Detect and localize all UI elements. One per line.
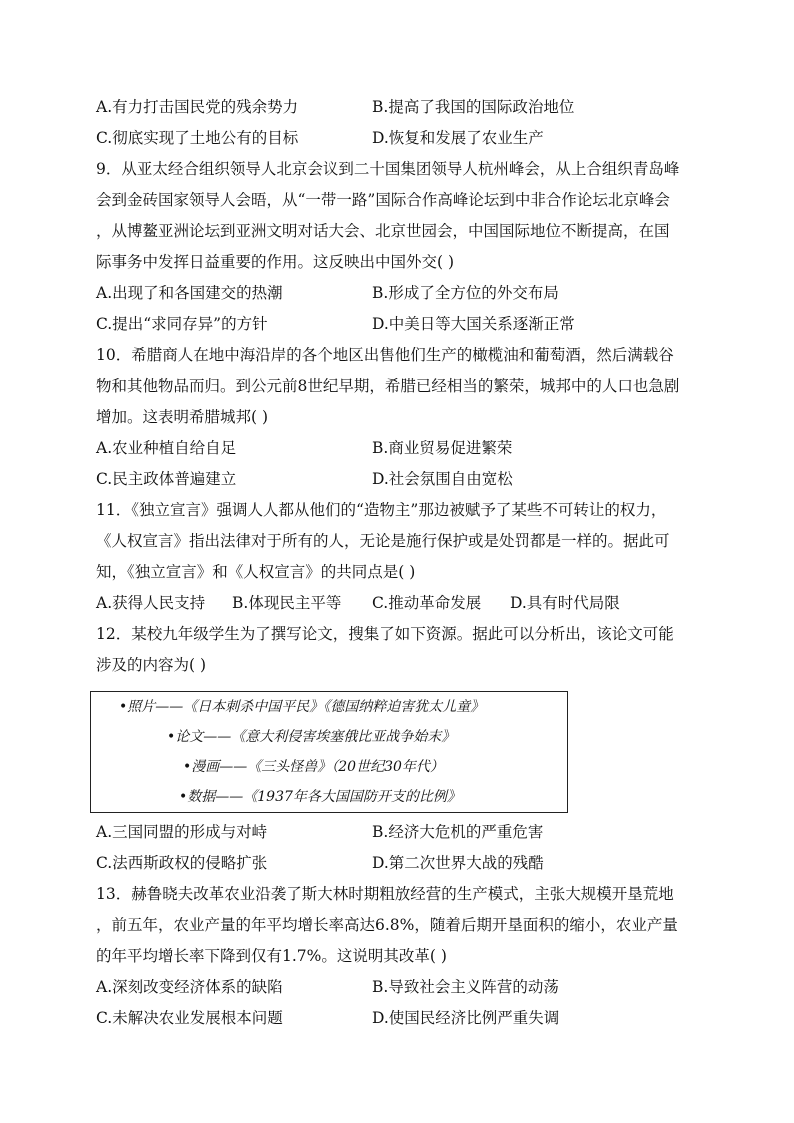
- q9-option-c: C.提出“求同存异”的方针: [96, 315, 268, 333]
- q13-stem-line: ，前五年，农业产量的年平均增长率高达6.8%，随着后期开垦面积的缩小，农业产量: [96, 916, 678, 934]
- question-12: [96, 619, 706, 879]
- q10-stem-line: 10．希腊商人在地中海沿岸的各个地区出售他们生产的橄榄油和葡萄酒，然后满载谷: [96, 346, 674, 364]
- q12-options-row-1: [96, 817, 706, 848]
- q12-option-c: C.法西斯政权的侵略扩张: [96, 854, 268, 872]
- q12-stem-line: 涉及的内容为( ): [96, 656, 207, 674]
- q11-stem-line: 《人权宣言》指出法律对于所有的人，无论是施行保护或是处罚都是一样的。据此可: [96, 532, 670, 550]
- q9-options-row-2: [96, 309, 706, 340]
- q12-resource-item: •照片——《日本刺杀中国平民》《德国纳粹迫害犹太儿童》: [119, 699, 485, 715]
- q10-stem-line: 物和其他物品而归。到公元前8世纪早期，希腊已经相当的繁荣，城邦中的人口也急剧: [96, 377, 680, 395]
- q12-resource-item: •漫画——《三头怪兽》（20世纪30年代）: [183, 759, 444, 775]
- q8-options-row-1: [96, 92, 706, 123]
- q11-option-b: B.体现民主平等: [232, 594, 342, 612]
- q8-option-c: C.彻底实现了土地公有的目标: [96, 129, 299, 147]
- q13-stem-line: 的年平均增长率下降到仅有1.7%。这说明其改革( ): [96, 947, 447, 965]
- q12-resource-box: [90, 691, 568, 813]
- q11-stem-line: 11．《独立宣言》强调人人都从他们的“造物主”那边被赋予了某些不可转让的权力，: [96, 501, 667, 519]
- q13-option-b: B.导致社会主义阵营的动荡: [372, 978, 559, 996]
- q12-option-a: A.三国同盟的形成与对峙: [96, 823, 268, 841]
- q10-option-d: D.社会氛围自由宽松: [372, 470, 513, 488]
- q13-options-row-1: [96, 972, 706, 1003]
- q11-options-row: [96, 588, 706, 619]
- q9-option-d: D.中美日等大国关系逐渐正常: [372, 315, 575, 333]
- q13-stem-line: 13．赫鲁晓夫改革农业沿袭了斯大林时期粗放经营的生产模式，主张大规模开垦荒地: [96, 885, 674, 903]
- q10-options-row-2: [96, 464, 706, 495]
- q9-stem-line: 9．从亚太经合组织领导人北京会议到二十国集团领导人杭州峰会，从上合组织青岛峰: [96, 160, 680, 178]
- q12-option-b: B.经济大危机的严重危害: [372, 823, 544, 841]
- q8-option-b: B.提高了我国的国际政治地位: [372, 98, 575, 116]
- q8-options-row-2: [96, 123, 706, 154]
- q12-options-row-2: [96, 848, 706, 879]
- q9-options-row-1: [96, 278, 706, 309]
- q9-stem-line: ，从博鳌亚洲论坛到亚洲文明对话大会、北京世园会，中国国际地位不断提高，在国: [96, 222, 670, 240]
- question-10: [96, 340, 706, 495]
- q9-stem-line: 会到金砖国家领导人会晤，从“一带一路”国际合作高峰论坛到中非合作论坛北京峰会: [96, 191, 670, 209]
- q12-option-d: D.第二次世界大战的残酷: [372, 854, 544, 872]
- question-13: [96, 879, 706, 1034]
- question-11: [96, 495, 706, 619]
- q9-stem-line: 际事务中发挥日益重要的作用。这反映出中国外交( ): [96, 253, 455, 271]
- q9-option-a: A.出现了和各国建交的热潮: [96, 284, 283, 302]
- q11-stem-line: 知，《独立宣言》和《人权宣言》的共同点是( ): [96, 563, 416, 581]
- question-9: [96, 154, 706, 340]
- q10-option-a: A.农业种植自给自足: [96, 439, 237, 457]
- q11-option-c: C.推动革命发展: [372, 594, 482, 612]
- q10-option-c: C.民主政体普遍建立: [96, 470, 237, 488]
- q10-option-b: B.商业贸易促进繁荣: [372, 439, 513, 457]
- q12-resource-item: •论文——《意大利侵害埃塞俄比亚战争始末》: [167, 729, 456, 745]
- q9-option-b: B.形成了全方位的外交布局: [372, 284, 559, 302]
- q12-resource-item: •数据——《1937年各大国国防开支的比例》: [179, 789, 461, 805]
- q13-option-c: C.未解决农业发展根本问题: [96, 1009, 283, 1027]
- q10-stem-line: 增加。这表明希腊城邦( ): [96, 408, 269, 426]
- q13-option-d: D.使国民经济比例严重失调: [372, 1009, 560, 1027]
- q13-option-a: A.深刻改变经济体系的缺陷: [96, 978, 283, 996]
- q8-option-d: D.恢复和发展了农业生产: [372, 129, 544, 147]
- q8-option-a: A.有力打击国民党的残余势力: [96, 98, 299, 116]
- exam-page: [96, 92, 706, 1034]
- q12-stem-line: 12．某校九年级学生为了撰写论文，搜集了如下资源。据此可以分析出，该论文可能: [96, 625, 674, 643]
- q11-option-d: D.具有时代局限: [510, 594, 620, 612]
- q11-option-a: A.获得人民支持: [96, 594, 206, 612]
- q13-options-row-2: [96, 1003, 706, 1034]
- q10-options-row-1: [96, 433, 706, 464]
